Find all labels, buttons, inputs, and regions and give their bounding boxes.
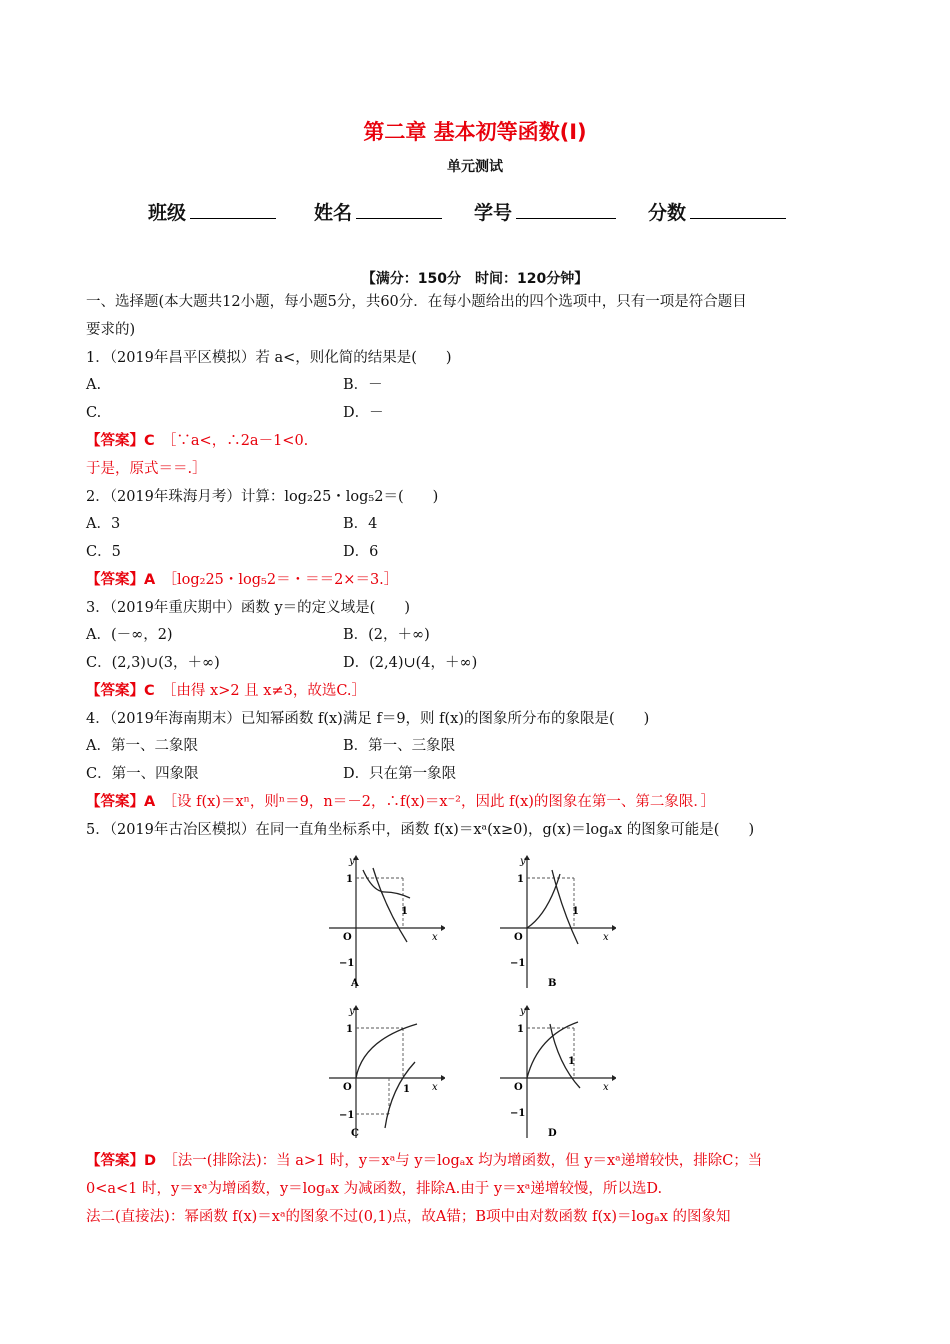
graph-c-tick-1: 1 [346,1024,353,1035]
class-label: 班级 [148,202,187,224]
graph-b-y-label: y [520,856,526,867]
q4-answer-tag: 【答案】A [86,794,156,810]
chapter-title: 第二章 基本初等函数(Ⅰ) [363,120,587,144]
class-field [148,198,276,225]
name-field [314,198,442,225]
q3-option-b: B．(2，＋∞) [343,627,430,643]
graph-b-caption: B [548,978,557,989]
graph-c [325,1002,445,1142]
score-blank[interactable] [690,202,786,219]
q5-answer [86,1151,762,1171]
q1-answer [86,431,308,451]
graph-b [496,852,616,992]
subtitle: 单元测试 [447,159,503,175]
student-id-label: 学号 [474,202,513,224]
graph-d-tick-1: 1 [517,1024,524,1035]
q4-stem: 4．（2019年海南期末）已知幂函数 f(x)满足 f＝9，则 f(x)的图象所分布的象限是( ) [86,711,650,727]
graph-c-tick-neg1: −1 [339,1110,355,1121]
q1-option-c: C. [86,405,102,421]
graph-a-x-label: x [432,932,438,943]
graph-a-y-label: y [349,856,355,867]
graph-c-x-tick-1: 1 [403,1084,410,1095]
graph-b-x-tick-1: 1 [572,906,579,917]
q5-answer-cont1: 0<a<1 时，y＝xᵃ为增函数，y＝logₐx 为减函数，排除A.由于 y＝xᵃ递增较慢，所以选D. [86,1181,663,1197]
q1-option-d: D．－ [343,405,384,421]
student-id-field [474,198,616,225]
section-instructions-line2: 要求的) [86,322,136,338]
score-label: 分数 [648,202,687,224]
q2-answer-text: ［log₂25・log₅2＝・＝＝2×＝3.］ [169,572,399,588]
q5-answer-text: ［法一(排除法)：当 a>1 时，y＝xᵃ与 y＝logₐx 均为增函数，但 y＝xᵃ递增较快，排除C；当 [170,1153,763,1169]
q5-answer-cont2: 法二(直接法)：幂函数 f(x)＝xᵃ的图象不过(0,1)点，故A错；B项中由对数函数 f(x)＝logₐx 的图象知 [86,1209,731,1225]
graph-c-caption: C [351,1128,359,1139]
q1-answer-tag: 【答案】C [86,433,155,449]
q2-option-d: D．6 [343,544,379,560]
q2-stem: 2．（2019年珠海月考）计算：log₂25・log₅2＝( ) [86,489,439,505]
q1-option-a: A. [86,377,102,393]
graph-d-origin: O [514,1082,523,1093]
graph-d [496,1002,616,1142]
q2-option-b: B．4 [343,516,378,532]
q4-option-b: B．第一、三象限 [343,738,456,754]
q3-option-a: A．(－∞，2) [86,627,173,643]
student-id-blank[interactable] [516,202,616,219]
graph-d-y-label: y [520,1006,526,1017]
graph-b-x-label: x [603,932,609,943]
q3-answer-tag: 【答案】C [86,683,155,699]
graph-c-x-label: x [432,1082,438,1093]
graph-a-tick-neg1: −1 [339,958,355,969]
q5-stem: 5．（2019年古冶区模拟）在同一直角坐标系中，函数 f(x)＝xᵃ(x≥0)，g(x)＝logₐx 的图象可能是( ) [86,822,755,838]
q3-option-c: C．(2,3)∪(3，＋∞) [86,655,220,671]
q3-stem: 3．（2019年重庆期中）函数 y＝的定义域是( ) [86,600,410,616]
q4-answer-text: ［设 f(x)＝xⁿ，则ⁿ＝9，n＝－2，∴f(x)＝x⁻²，因此 f(x)的图象在第一、第二象限．］ [169,794,716,810]
q4-option-c: C．第一、四象限 [86,766,199,782]
graph-b-tick-1: 1 [517,874,524,885]
q2-option-c: C．5 [86,544,121,560]
q1-answer-cont: 于是，原式＝＝.］ [86,461,207,477]
exam-meta: 【满分：150分 时间：120分钟】 [361,271,589,287]
name-blank[interactable] [356,202,442,219]
q1-answer-text: ［∵a<，∴2a－1<0. [169,433,309,449]
q3-answer-text: ［由得 x>2 且 x≠3，故选C.］ [169,683,367,699]
graph-d-x-label: x [603,1082,609,1093]
q4-answer [86,792,715,812]
q5-answer-tag: 【答案】D [86,1153,157,1169]
student-info-line [148,198,828,228]
graph-a [325,852,445,992]
q1-stem: 1．（2019年昌平区模拟）若 a<，则化简的结果是( ) [86,350,452,366]
graph-d-tick-neg1: −1 [510,1108,526,1119]
q3-answer [86,681,366,701]
graph-a-origin: O [343,932,352,943]
graph-a-x-tick-1: 1 [401,906,408,917]
q3-option-d: D．(2,4)∪(4，＋∞) [343,655,478,671]
q1-option-b: B．－ [343,377,383,393]
graph-a-caption: A [351,978,359,989]
class-blank[interactable] [190,202,276,219]
q4-option-d: D．只在第一象限 [343,766,457,782]
graph-b-origin: O [514,932,523,943]
section-instructions-line1: 一、选择题(本大题共12小题，每小题5分，共60分．在每小题给出的四个选项中，只有一项是符合题目 [86,294,747,310]
graph-a-tick-1: 1 [346,874,353,885]
graph-b-tick-neg1: −1 [510,958,526,969]
q2-answer [86,570,398,590]
q2-option-a: A．3 [86,516,121,532]
q2-answer-tag: 【答案】A [86,572,156,588]
q4-option-a: A．第一、二象限 [86,738,198,754]
name-label: 姓名 [314,202,353,224]
graph-c-y-label: y [349,1006,355,1017]
graph-c-origin: O [343,1082,352,1093]
score-field [648,198,786,225]
graph-d-caption: D [548,1128,557,1139]
graph-d-x-tick-1: 1 [568,1056,575,1067]
